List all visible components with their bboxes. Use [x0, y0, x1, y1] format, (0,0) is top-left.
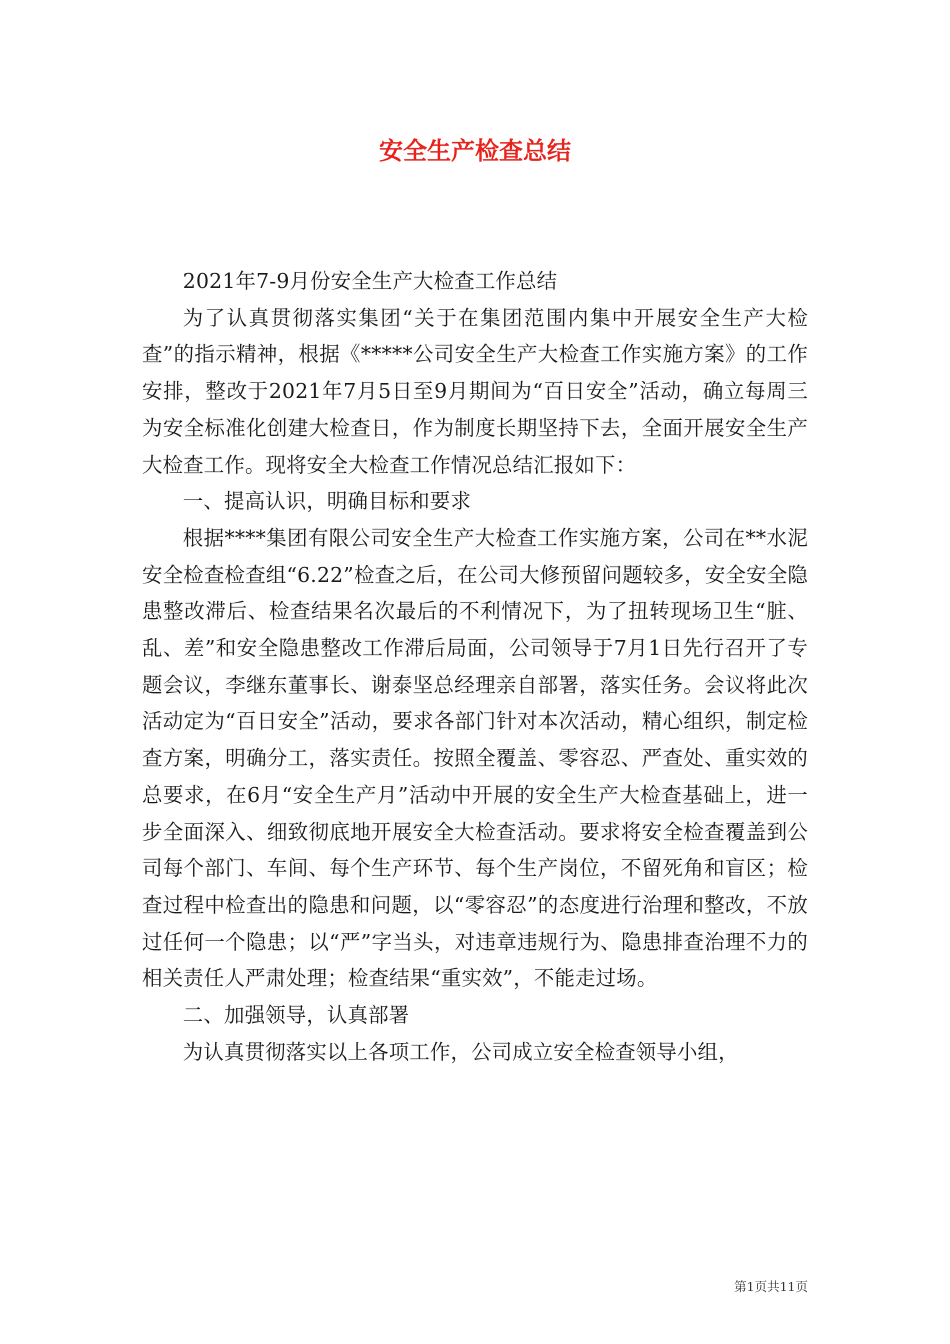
section-heading-2: 二、加强领导，认真部署 [182, 1003, 410, 1028]
page-title: 安全生产检查总结 [379, 137, 571, 165]
section-heading-1: 一、提高认识，明确目标和要求 [182, 489, 472, 514]
section-2-paragraph: 为认真贯彻落实以上各项工作，公司成立安全检查领导小组， [182, 1039, 739, 1064]
subtitle-paragraph: 2021年7-9月份安全生产大检查工作总结 [182, 269, 558, 293]
document-body [142, 263, 808, 1070]
page-number-footer: 第1页共11页 [734, 1279, 808, 1294]
section-1-paragraph: 根据****集团有限公司安全生产大检查工作实施方案，公司在**水泥安全检查检查组“6.22”检查之后，在公司大修预留问题较多，安全安全隐患整改滞后、检查结果名次最后的不利情况下，为了扭转现场卫生“脏、乱、差”和安全隐患整改工作滞后局面，公司领导于7月1日先行召开了专题会议，李继东董事长、谢泰坚总经理亲自部署，落实任务。会议将此次活动定为“百日安全”活动，要求各部门针对本次活动，精心组织，制定检查方案，明确分工，落实责任。按照全覆盖、零容忍、严查处、重实效的总要求，在6月“安全生产月”活动中开展的安全生产大检查基础上，进一步全面深入、细致彻底地开展安全大检查活动。要求将安全检查覆盖到公司每个部门、车间、每个生产环节、每个生产岗位，不留死角和盲区；检查过程中检查出的隐患和问题，以“零容忍”的态度进行治理和整改，不放过任何一个隐患；以“严”字当头，对违章违规行为、隐患排查治理不力的相关责任人严肃处理；检查结果“重实效”，不能走过场。 [142, 525, 808, 991]
intro-paragraph: 为了认真贯彻落实集团“关于在集团范围内集中开展安全生产大检查”的指示精神，根据《*****公司安全生产大检查工作实施方案》的工作安排，整改于2021年7月5日至9月期间为“百日安全”活动，确立每周三为安全标准化创建大检查日，作为制度长期坚持下去，全面开展安全生产大检查工作。现将安全大检查工作情况总结汇报如下： [142, 305, 808, 477]
